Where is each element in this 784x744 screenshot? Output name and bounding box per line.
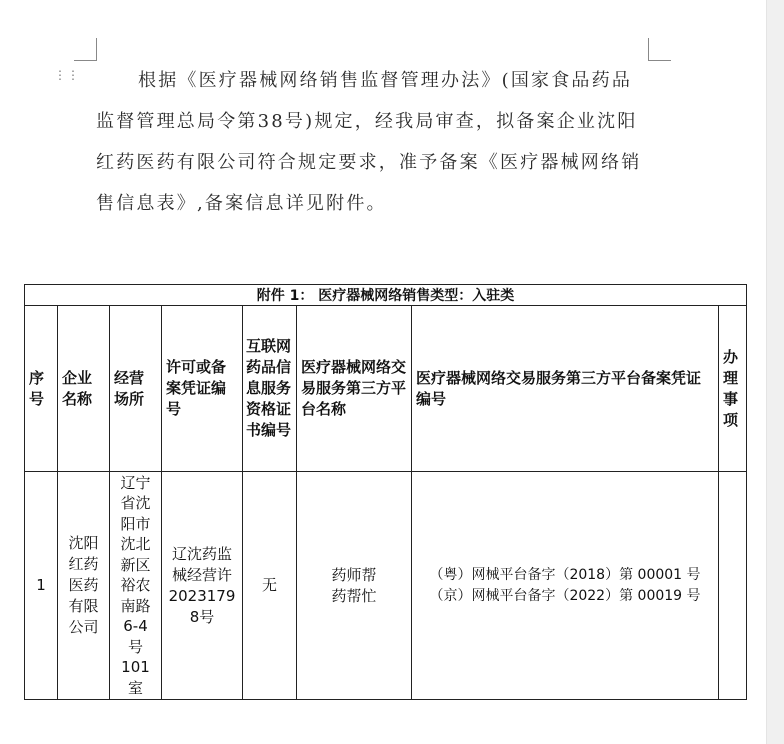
cell-internet-cert: 无 bbox=[243, 472, 297, 700]
header-place: 经营场所 bbox=[110, 306, 162, 472]
cell-handling bbox=[719, 472, 747, 700]
margin-corner-top-left bbox=[74, 38, 97, 61]
table-row bbox=[25, 472, 747, 700]
attachment-table bbox=[24, 284, 747, 700]
cell-company: 沈阳红药医药有限公司 bbox=[58, 472, 110, 700]
body-paragraph bbox=[96, 60, 652, 224]
cell-place: 辽宁省沈阳市沈北新区裕农南路6-4号101室 bbox=[110, 472, 162, 700]
margin-corner-top-right bbox=[648, 38, 671, 61]
header-license: 许可或备案凭证编号 bbox=[162, 306, 243, 472]
cell-seq: 1 bbox=[25, 472, 58, 700]
paragraph-text: 根据《医疗器械网络销售监督管理办法》(国家食品药品监督管理总局令第38号)规定，经我局审查，拟备案企业沈阳红药医药有限公司符合规定要求，准予备案《医疗器械网络销售信息表》,备案信息详见附件。 bbox=[96, 70, 642, 214]
cell-license: 辽沈药监械经营许20231798号 bbox=[162, 472, 243, 700]
table-header-row bbox=[25, 306, 747, 472]
header-platform-cert: 医疗器械网络交易服务第三方平台备案凭证编号 bbox=[412, 306, 719, 472]
platform-name-2: 药帮忙 bbox=[331, 586, 377, 605]
header-company: 企业名称 bbox=[58, 306, 110, 472]
platform-cert-2: （京）网械平台备字（2022）第 00019 号 bbox=[429, 587, 701, 604]
cell-platform-name bbox=[297, 472, 412, 700]
drag-handle-icon[interactable]: ⋮⋮ bbox=[54, 68, 80, 82]
platform-cert-1: （粤）网械平台备字（2018）第 00001 号 bbox=[429, 566, 701, 583]
header-platform-name: 医疗器械网络交易服务第三方平台名称 bbox=[297, 306, 412, 472]
header-internet-cert: 互联网药品信息服务资格证书编号 bbox=[243, 306, 297, 472]
platform-name-1: 药师帮 bbox=[331, 565, 377, 584]
header-seq: 序号 bbox=[25, 306, 58, 472]
table-caption: 附件 1： 医疗器械网络销售类型：入驻类 bbox=[25, 285, 747, 306]
vertical-scrollbar[interactable] bbox=[766, 0, 784, 744]
header-handling: 办理事项 bbox=[719, 306, 747, 472]
cell-platform-cert bbox=[412, 472, 719, 700]
